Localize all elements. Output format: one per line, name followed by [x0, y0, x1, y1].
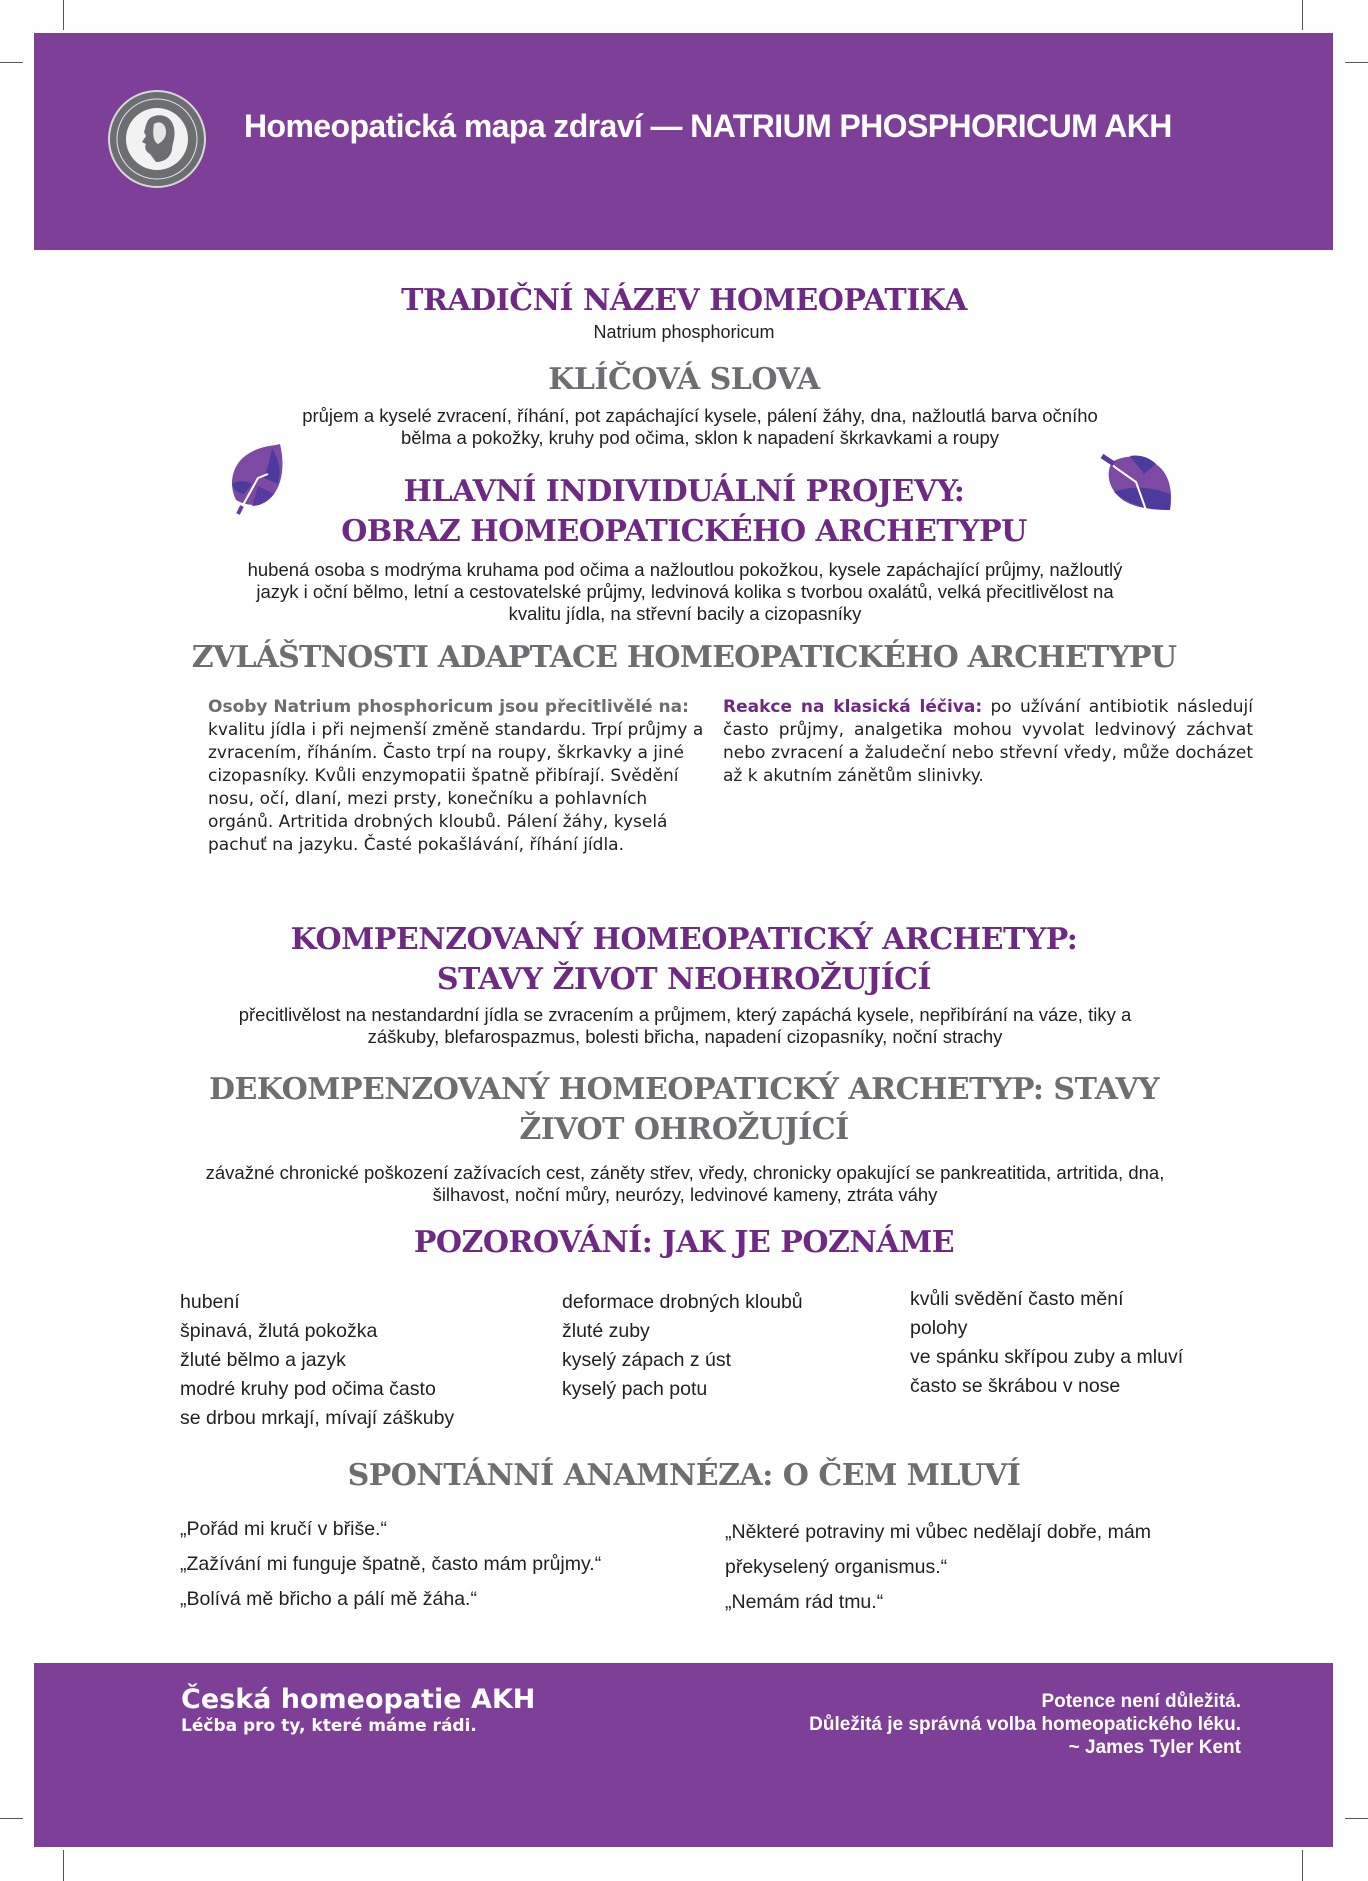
page-title: Homeopatická mapa zdraví — NATRIUM PHOSPHORICUM AKH	[244, 108, 1172, 144]
crop-mark	[63, 1850, 64, 1881]
traditional-name-heading: TRADIČNÍ NÁZEV HOMEOPATIKA	[401, 283, 967, 318]
adaptation-right-lead: Reakce na klasická léčiva:	[723, 697, 983, 717]
keywords-heading: KLÍČOVÁ SLOVA	[548, 362, 820, 397]
list-item: kyselý zápach z úst	[562, 1349, 732, 1371]
quote-item: „Nemám rád tmu.“	[725, 1591, 884, 1613]
adaptation-left-column	[208, 696, 708, 857]
footer-brand-block	[181, 1684, 535, 1736]
footer-quote-author: ~ James Tyler Kent	[1068, 1737, 1241, 1758]
adaptation-left-lead: Osoby Natrium phosphoricum jsou přecitlivělé na:	[208, 697, 689, 717]
observation-col2	[562, 1288, 803, 1404]
list-item: kvůli svědění často mění	[910, 1288, 1124, 1310]
anamnesis-left	[180, 1512, 601, 1617]
crop-mark	[63, 0, 64, 30]
list-item: deformace drobných kloubů	[562, 1291, 803, 1313]
observation-col3	[910, 1285, 1183, 1401]
crop-mark	[1302, 0, 1303, 30]
crop-mark	[1302, 1850, 1303, 1881]
compensated-heading-line1: KOMPENZOVANÝ HOMEOPATICKÝ ARCHETYP:	[290, 922, 1078, 957]
list-item: modré kruhy pod očima často	[180, 1378, 436, 1400]
footer-quote-line1: Potence není důležitá.	[1041, 1691, 1241, 1712]
compensated-text: přecitlivělost na nestandardní jídla se zvracením a průjmem, který zapáchá kysele, nepřibírání na váze, tiky a záškuby, blefarospazmus, bolesti břicha, napadení cizopasníky, noční strachy	[238, 1004, 1132, 1047]
keywords-text: průjem a kyselé zvracení, říhání, pot zapáchající kysele, pálení žáhy, dna, nažloutlá barva očního bělma a pokožky, kruhy pod očima, sklon k napadení škrkavkami a roupy	[302, 405, 1098, 448]
decompensated-heading-line2: ŽIVOT OHROŽUJÍCÍ	[519, 1112, 849, 1147]
adaptation-right-text: po užívání antibiotik následují často průjmy, analgetika mohou vyvolat ledvinový záchvat nebo zvracení a žaludeční nebo střevní vředy, může docházet až k akutním zánětům slinivky.	[723, 697, 1253, 786]
observation-heading: POZOROVÁNÍ: JAK JE POZNÁME	[413, 1225, 955, 1260]
crop-mark	[0, 62, 23, 63]
footer-brand: Česká homeopatie AKH	[181, 1684, 536, 1715]
quote-item: překyselený organismus.“	[725, 1556, 948, 1578]
adaptation-right-column	[723, 696, 1253, 788]
decompensated-text: závažné chronické poškození zažívacích cest, záněty střev, vředy, chronicky opakující se pankreatitida, artritida, dna, šilhavost, noční můry, neurózy, ledvinové kameny, ztráta váhy	[205, 1162, 1165, 1205]
crop-mark	[1345, 62, 1368, 63]
quote-item: „Pořád mi kručí v břiše.“	[180, 1518, 387, 1540]
list-item: kyselý pach potu	[562, 1378, 708, 1400]
traditional-name-text: Natrium phosphoricum	[593, 322, 775, 342]
footer-quote	[809, 1690, 1241, 1759]
footer-quote-line2: Důležitá je správná volba homeopatického léku.	[809, 1714, 1241, 1735]
crop-mark	[1345, 1818, 1368, 1819]
adaptation-left-text: kvalitu jídla i při nejmenší změně standardu. Trpí průjmy a zvracením, říháním. Často trpí na roupy, škrkavky a jiné cizopasníky. Kvůli enzymopatii špatně přibírají. Svědění nosu, očí, dlaní, mezi prsty, konečníku a pohlavních orgánů. Artritida drobných kloubů. Pálení žáhy, kyselá pachuť na jazyku. Časté pokašlávání, říhání jídla.	[208, 720, 704, 855]
observation-col1	[180, 1288, 454, 1433]
compensated-heading-line2: STAVY ŽIVOT NEOHROŽUJÍCÍ	[436, 962, 932, 997]
decompensated-heading-line1: DEKOMPENZOVANÝ HOMEOPATICKÝ ARCHETYP: STAVY	[208, 1072, 1160, 1107]
list-item: často se škrábou v nose	[910, 1375, 1121, 1397]
main-manifestations-heading-line1: HLAVNÍ INDIVIDUÁLNÍ PROJEVY:	[403, 474, 965, 509]
anamnesis-right	[725, 1515, 1151, 1620]
crop-mark	[0, 1818, 23, 1819]
list-item: žluté bělmo a jazyk	[180, 1349, 346, 1371]
main-manifestations-text: hubená osoba s modrýma kruhama pod očima a nažloutlou pokožkou, kysele zapáchající průjmy, nažloutlý jazyk i oční bělmo, letní a cestovatelské průjmy, ledvinová kolika s tvorbou oxalátů, velká přecitlivělost na kvalitu jídla, na střevní bacily a cizopasníky	[247, 559, 1123, 624]
list-item: hubení	[180, 1291, 240, 1313]
quote-item: „Zažívání mi funguje špatně, často mám průjmy.“	[180, 1553, 602, 1575]
list-item: se drbou mrkají, mívají záškuby	[180, 1407, 455, 1429]
hahnemann-portrait-seal-icon	[108, 90, 206, 188]
adaptation-heading: ZVLÁŠTNOSTI ADAPTACE HOMEOPATICKÉHO ARCHETYPU	[191, 640, 1177, 675]
list-item: polohy	[910, 1317, 968, 1339]
footer-tagline: Léčba pro ty, které máme rádi.	[181, 1716, 477, 1736]
quote-item: „Bolívá mě břicho a pálí mě žáha.“	[180, 1588, 477, 1610]
list-item: ve spánku skřípou zuby a mluví	[910, 1346, 1184, 1368]
anamnesis-heading: SPONTÁNNÍ ANAMNÉZA: O ČEM MLUVÍ	[347, 1458, 1021, 1493]
main-manifestations-heading-line2: OBRAZ HOMEOPATICKÉHO ARCHETYPU	[341, 514, 1027, 549]
quote-item: „Některé potraviny mi vůbec nedělají dobře, mám	[725, 1521, 1151, 1543]
list-item: žluté zuby	[562, 1320, 650, 1342]
list-item: špinavá, žlutá pokožka	[180, 1320, 378, 1342]
